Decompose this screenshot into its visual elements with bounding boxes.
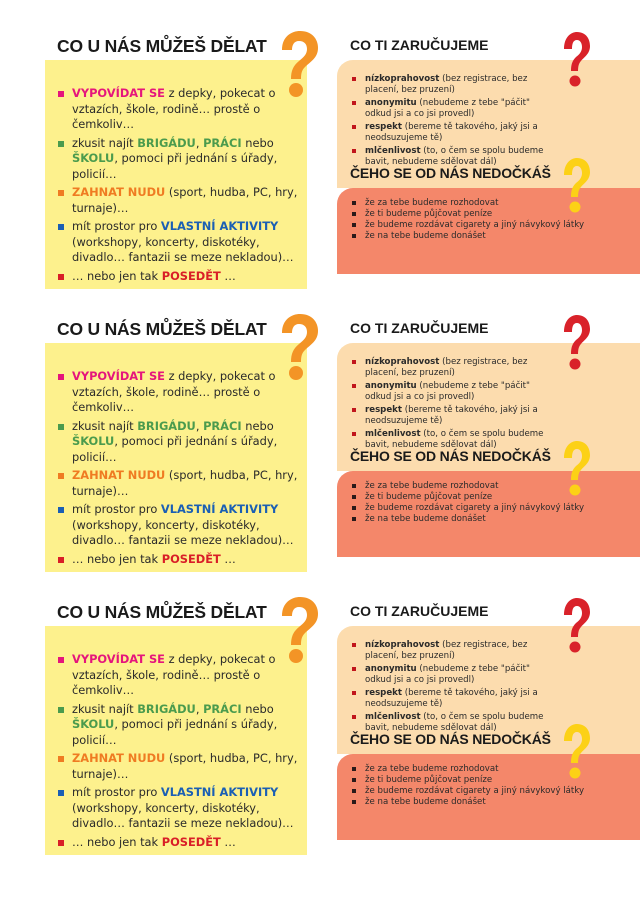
offer-title: CO U NÁS MŮŽEŠ DĚLAT — [57, 602, 267, 622]
never-item-text: že na tebe budeme donášet — [365, 514, 486, 524]
question-mark-red-icon-dot — [570, 642, 581, 653]
never-item — [351, 764, 601, 775]
never-item-text: že ti budeme půjčovat peníze — [365, 209, 493, 219]
offer-item-keyword: POSEDĚT — [161, 834, 221, 849]
offer-item-text: z depky, pokecat o vztazích, škole, rodině… prostě o čemkoliv… — [72, 86, 276, 131]
guarantee-keyword: nízkoprahovost — [365, 74, 440, 84]
guarantee-panel — [337, 28, 640, 310]
question-mark-red-icon — [558, 30, 592, 90]
guarantee-panel — [337, 594, 640, 876]
offer-item — [57, 185, 303, 216]
offer-item — [57, 702, 303, 749]
offer-item-text: (workshopy, koncerty, diskotéky, divadlo… fantazii se meze nekladou)… — [72, 234, 294, 264]
offer-panel — [45, 594, 307, 876]
never-item-text: že za tebe budeme rozhodovat — [365, 198, 499, 208]
offer-item-text: mít prostor pro — [72, 219, 161, 233]
offer-item-keyword: BRIGÁDU — [137, 701, 196, 716]
square-bullet-icon — [58, 756, 64, 762]
never-list — [351, 764, 601, 808]
question-mark-red-icon-curve — [564, 315, 590, 354]
offer-item-text: mít prostor pro — [72, 502, 161, 516]
offer-item-keyword: VYPOVÍDAT SE — [72, 369, 165, 383]
offer-item-keyword: ŠKOLU — [72, 151, 115, 165]
offer-item-text: nebo — [241, 418, 274, 433]
offer-item — [57, 468, 303, 499]
offer-item-keyword: POSEDĚT — [161, 551, 221, 566]
offer-item-keyword: PRÁCI — [203, 135, 242, 150]
offer-panel — [45, 311, 307, 593]
offer-item-text: , — [195, 418, 204, 433]
offer-item-keyword: PRÁCI — [203, 701, 242, 716]
never-title: ČEHO SE OD NÁS NEDOČKÁŠ — [350, 448, 551, 464]
question-mark-red-icon-curve — [564, 32, 590, 71]
guarantee-keyword: anonymitu — [365, 98, 417, 108]
guarantee-keyword: nízkoprahovost — [365, 640, 440, 650]
offer-item — [57, 86, 303, 133]
offer-item — [57, 219, 303, 266]
square-bullet-icon — [58, 374, 64, 380]
offer-item-text: zkusit najít — [72, 135, 138, 150]
square-bullet-icon — [352, 691, 356, 695]
offer-item — [57, 751, 303, 782]
offer-item — [57, 652, 303, 699]
square-bullet-icon — [58, 507, 64, 513]
guarantee-panel — [337, 311, 640, 593]
offer-item-text: … — [220, 268, 236, 283]
square-bullet-icon — [352, 432, 356, 436]
offer-title: CO U NÁS MŮŽEŠ DĚLAT — [57, 319, 267, 339]
never-list — [351, 481, 601, 525]
offer-item — [57, 502, 303, 549]
offer-item-text: (workshopy, koncerty, diskotéky, divadlo… fantazii se meze nekladou)… — [72, 800, 294, 830]
offer-item-keyword: ZAHNAT NUDU — [72, 751, 166, 765]
offer-item-text: , pomoci při jednání s úřady, policií… — [72, 151, 278, 181]
offer-item-keyword: VYPOVÍDAT SE — [72, 86, 165, 100]
flyer-card — [0, 28, 640, 310]
guarantee-description: (to, o čem se spolu budeme bavit, nebudeme sdělovat dál) — [365, 429, 544, 450]
offer-item-keyword: VLASTNÍ AKTIVITY — [160, 785, 279, 799]
guarantee-description: (bez registrace, bez placení, bez pruzení) — [365, 640, 528, 661]
square-bullet-icon — [352, 77, 356, 81]
offer-item — [57, 136, 303, 183]
question-mark-orange-icon-curve — [282, 597, 318, 645]
square-bullet-icon — [58, 224, 64, 230]
square-bullet-icon — [352, 223, 356, 227]
offer-item-keyword: VLASTNÍ AKTIVITY — [160, 502, 279, 516]
never-item — [351, 220, 601, 231]
square-bullet-icon — [58, 790, 64, 796]
question-mark-yellow-icon-curve — [564, 441, 590, 480]
square-bullet-icon — [58, 274, 64, 280]
guarantee-list — [351, 640, 559, 736]
offer-title: CO U NÁS MŮŽEŠ DĚLAT — [57, 36, 267, 56]
guarantee-description: (nebudeme z tebe "páčit" odkud jsi a co jsi provedl) — [365, 381, 531, 402]
square-bullet-icon — [352, 495, 356, 499]
offer-item — [57, 835, 303, 851]
guarantee-description: (to, o čem se spolu budeme bavit, nebudeme sdělovat dál) — [365, 146, 544, 167]
offer-item-text: , pomoci při jednání s úřady, policií… — [72, 434, 278, 464]
guarantee-description: (bez registrace, bez placení, bez pruzení) — [365, 357, 528, 378]
guarantee-item — [351, 74, 559, 96]
never-item — [351, 481, 601, 492]
guarantee-item — [351, 688, 559, 710]
offer-item-keyword: BRIGÁDU — [137, 135, 196, 150]
never-item-text: že ti budeme půjčovat peníze — [365, 775, 493, 785]
never-item-text: že budeme rozdávat cigarety a jiný návykový látky — [365, 503, 585, 513]
square-bullet-icon — [352, 384, 356, 388]
question-mark-yellow-icon-curve — [564, 158, 590, 197]
square-bullet-icon — [352, 408, 356, 412]
never-item-text: že na tebe budeme donášet — [365, 231, 486, 241]
guarantee-item — [351, 122, 559, 144]
never-item — [351, 786, 601, 797]
guarantee-list — [351, 74, 559, 170]
offer-item-keyword: ŠKOLU — [72, 434, 115, 448]
offer-item-text: (sport, hudba, PC, hry, turnaje)… — [72, 751, 298, 781]
flyer-card — [0, 594, 640, 876]
guarantee-description: (bez registrace, bez placení, bez pruzení) — [365, 74, 528, 95]
offer-item — [57, 369, 303, 416]
never-item — [351, 198, 601, 209]
never-item — [351, 503, 601, 514]
guarantee-title: CO TI ZARUČUJEME — [350, 320, 489, 336]
square-bullet-icon — [58, 190, 64, 196]
question-mark-red-icon-dot — [570, 76, 581, 87]
square-bullet-icon — [352, 643, 356, 647]
never-item — [351, 775, 601, 786]
offer-item-text: , pomoci při jednání s úřady, policií… — [72, 717, 278, 747]
question-mark-orange-icon-curve — [282, 314, 318, 362]
guarantee-keyword: mlčenlivost — [365, 712, 421, 722]
offer-item-text: zkusit najít — [72, 418, 138, 433]
square-bullet-icon — [352, 506, 356, 510]
offer-item-text: z depky, pokecat o vztazích, škole, rodině… prostě o čemkoliv… — [72, 652, 276, 697]
offer-item-keyword: POSEDĚT — [161, 268, 221, 283]
square-bullet-icon — [352, 101, 356, 105]
square-bullet-icon — [352, 212, 356, 216]
never-item-text: že budeme rozdávat cigarety a jiný návykový látky — [365, 786, 585, 796]
offer-item-text: (sport, hudba, PC, hry, turnaje)… — [72, 185, 298, 215]
offer-item — [57, 785, 303, 832]
offer-item-keyword: BRIGÁDU — [137, 418, 196, 433]
offer-item — [57, 269, 303, 285]
square-bullet-icon — [58, 141, 64, 147]
offer-item-text: … nebo jen tak — [72, 268, 162, 283]
square-bullet-icon — [352, 125, 356, 129]
question-mark-red-icon — [558, 313, 592, 373]
question-mark-orange-icon-curve — [282, 31, 318, 79]
question-mark-red-icon-curve — [564, 598, 590, 637]
guarantee-keyword: respekt — [365, 688, 402, 698]
guarantee-keyword: respekt — [365, 122, 402, 132]
guarantee-item — [351, 357, 559, 379]
offer-item-text: … nebo jen tak — [72, 834, 162, 849]
offer-list — [57, 652, 303, 853]
offer-item — [57, 552, 303, 568]
offer-item-keyword: ŠKOLU — [72, 717, 115, 731]
offer-panel — [45, 28, 307, 310]
offer-item-text: mít prostor pro — [72, 785, 161, 799]
question-mark-red-icon — [558, 596, 592, 656]
square-bullet-icon — [352, 767, 356, 771]
never-item — [351, 797, 601, 808]
offer-item — [57, 419, 303, 466]
never-title: ČEHO SE OD NÁS NEDOČKÁŠ — [350, 731, 551, 747]
flyer-card — [0, 311, 640, 593]
square-bullet-icon — [58, 657, 64, 663]
square-bullet-icon — [352, 517, 356, 521]
never-item — [351, 231, 601, 242]
square-bullet-icon — [352, 201, 356, 205]
square-bullet-icon — [352, 360, 356, 364]
offer-item-text: z depky, pokecat o vztazích, škole, rodině… prostě o čemkoliv… — [72, 369, 276, 414]
square-bullet-icon — [352, 715, 356, 719]
question-mark-yellow-icon-curve — [564, 724, 590, 763]
offer-item-keyword: VYPOVÍDAT SE — [72, 652, 165, 666]
guarantee-item — [351, 664, 559, 686]
guarantee-item — [351, 381, 559, 403]
guarantee-description: (nebudeme z tebe "páčit" odkud jsi a co jsi provedl) — [365, 664, 531, 685]
square-bullet-icon — [58, 557, 64, 563]
offer-item-keyword: ZAHNAT NUDU — [72, 468, 166, 482]
never-title: ČEHO SE OD NÁS NEDOČKÁŠ — [350, 165, 551, 181]
offer-item-keyword: VLASTNÍ AKTIVITY — [160, 219, 279, 233]
offer-list — [57, 86, 303, 287]
offer-item-text: nebo — [241, 701, 274, 716]
offer-list — [57, 369, 303, 570]
square-bullet-icon — [352, 800, 356, 804]
offer-item-text: nebo — [241, 135, 274, 150]
question-mark-red-icon-dot — [570, 359, 581, 370]
offer-item-text: … — [220, 834, 236, 849]
square-bullet-icon — [352, 789, 356, 793]
offer-item-text: (workshopy, koncerty, diskotéky, divadlo… fantazii se meze nekladou)… — [72, 517, 294, 547]
square-bullet-icon — [58, 473, 64, 479]
square-bullet-icon — [352, 484, 356, 488]
never-item-text: že na tebe budeme donášet — [365, 797, 486, 807]
square-bullet-icon — [352, 234, 356, 238]
guarantee-keyword: anonymitu — [365, 664, 417, 674]
offer-item-text: zkusit najít — [72, 701, 138, 716]
never-item-text: že ti budeme půjčovat peníze — [365, 492, 493, 502]
offer-item-text: (sport, hudba, PC, hry, turnaje)… — [72, 468, 298, 498]
square-bullet-icon — [352, 149, 356, 153]
guarantee-keyword: respekt — [365, 405, 402, 415]
square-bullet-icon — [58, 424, 64, 430]
offer-item-text: , — [195, 701, 204, 716]
guarantee-item — [351, 98, 559, 120]
square-bullet-icon — [58, 91, 64, 97]
offer-item-text: , — [195, 135, 204, 150]
guarantee-description: (bereme tě takového, jaký jsi a neodsuzujeme tě) — [365, 122, 538, 143]
guarantee-item — [351, 640, 559, 662]
guarantee-keyword: mlčenlivost — [365, 146, 421, 156]
never-item — [351, 514, 601, 525]
guarantee-keyword: mlčenlivost — [365, 429, 421, 439]
guarantee-description: (to, o čem se spolu budeme bavit, nebudeme sdělovat dál) — [365, 712, 544, 733]
guarantee-title: CO TI ZARUČUJEME — [350, 37, 489, 53]
guarantee-title: CO TI ZARUČUJEME — [350, 603, 489, 619]
never-item — [351, 492, 601, 503]
offer-item-text: … — [220, 551, 236, 566]
guarantee-description: (bereme tě takového, jaký jsi a neodsuzujeme tě) — [365, 688, 538, 709]
guarantee-list — [351, 357, 559, 453]
square-bullet-icon — [58, 840, 64, 846]
guarantee-keyword: anonymitu — [365, 381, 417, 391]
square-bullet-icon — [352, 667, 356, 671]
guarantee-description: (bereme tě takového, jaký jsi a neodsuzujeme tě) — [365, 405, 538, 426]
guarantee-item — [351, 405, 559, 427]
never-item-text: že za tebe budeme rozhodovat — [365, 764, 499, 774]
square-bullet-icon — [352, 778, 356, 782]
offer-item-keyword: PRÁCI — [203, 418, 242, 433]
never-list — [351, 198, 601, 242]
never-item — [351, 209, 601, 220]
guarantee-keyword: nízkoprahovost — [365, 357, 440, 367]
guarantee-description: (nebudeme z tebe "páčit" odkud jsi a co jsi provedl) — [365, 98, 531, 119]
square-bullet-icon — [58, 707, 64, 713]
offer-item-keyword: ZAHNAT NUDU — [72, 185, 166, 199]
offer-item-text: … nebo jen tak — [72, 551, 162, 566]
never-item-text: že za tebe budeme rozhodovat — [365, 481, 499, 491]
never-item-text: že budeme rozdávat cigarety a jiný návykový látky — [365, 220, 585, 230]
